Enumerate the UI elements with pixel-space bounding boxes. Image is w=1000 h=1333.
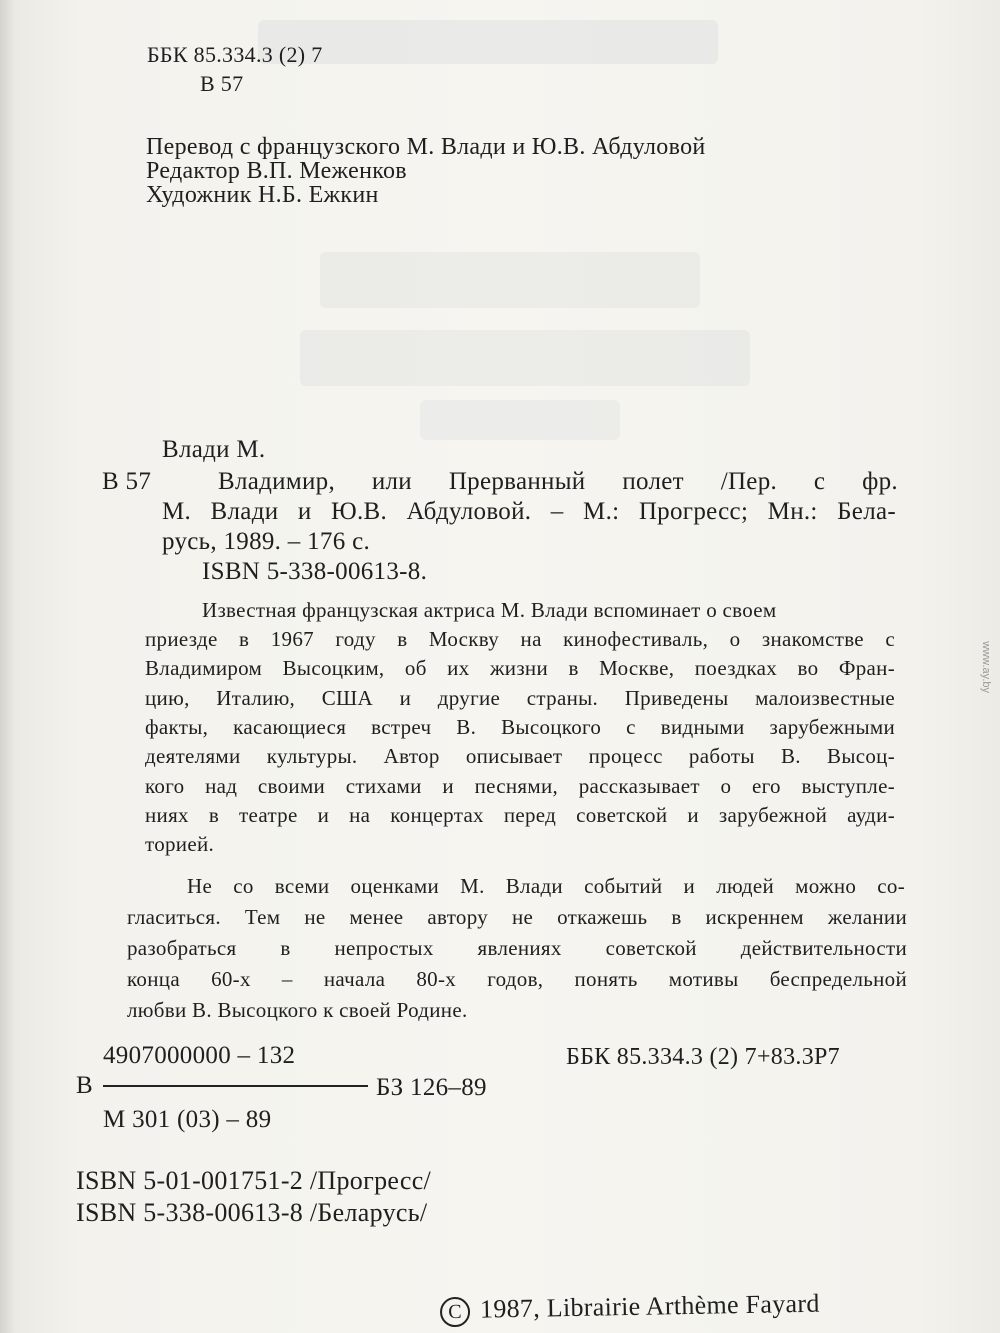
credit-artist: Художник Н.Б. Ежкин	[146, 182, 379, 208]
bib-line-1: Владимир, или Прерванный полет /Пер. с фр.	[218, 468, 898, 495]
annotation-p1-line-9: торией.	[145, 832, 215, 856]
site-watermark: www.ay.by	[980, 641, 992, 693]
annotation-p1-line-6: деятелями культуры. Автор описывает процесс работы В. Высоц-	[145, 744, 895, 768]
annotation-p1-line-4: цию, Италию, США и другие страны. Приведены малоизвестные	[145, 686, 895, 710]
copyright-line	[440, 1289, 820, 1328]
annotation-p2-line-4: конца 60-х – начала 80-х годов, понять мотивы беспредельной	[127, 967, 907, 991]
imprint-numerator: 4907000000 – 132	[103, 1042, 296, 1069]
header-code: В 57	[200, 71, 244, 96]
imprint-bz: БЗ 126–89	[376, 1074, 487, 1101]
annotation-p1-line-7: кого над своими стихами и песнями, рассказывает о его выступле-	[145, 774, 895, 798]
imprint-letter: В	[76, 1072, 93, 1099]
show-through-shape-3	[300, 330, 750, 386]
copyright-symbol: C	[440, 1297, 471, 1328]
isbn-progress: ISBN 5-01-001751-2 /Прогресс/	[76, 1166, 432, 1195]
imprint-fraction-line	[103, 1085, 368, 1087]
annotation-p1-line-2: приезде в 1967 году в Москву на кинофестиваль, о знакомстве с	[145, 627, 895, 651]
credit-editor: Редактор В.П. Меженков	[146, 158, 407, 184]
annotation-p1-line-3: Владимиром Высоцким, об их жизни в Москве, поездках во Фран-	[145, 656, 895, 680]
show-through-shape-1	[258, 20, 718, 64]
page-gutter-shadow	[0, 0, 14, 1333]
annotation-p1-line-1: Известная французская актриса М. Влади вспоминает о своем	[202, 598, 777, 622]
imprint-bbk-full: ББК 85.334.3 (2) 7+83.3Р7	[566, 1044, 840, 1070]
bib-author: Влади М.	[162, 436, 266, 463]
annotation-p2-line-1: Не со всеми оценками М. Влади событий и людей можно со-	[187, 874, 905, 898]
bib-line-3: русь, 1989. – 176 с.	[162, 528, 371, 555]
bib-line-2: М. Влади и Ю.В. Абдуловой. – М.: Прогресс; Мн.: Бела-	[162, 498, 896, 525]
credit-translation: Перевод с французского М. Влади и Ю.В. Абдуловой	[146, 134, 706, 160]
annotation-p2-line-2: гласиться. Тем не менее автору не откажешь в искреннем желании	[127, 905, 907, 929]
bib-isbn: ISBN 5-338-00613-8.	[202, 558, 428, 585]
annotation-p1-line-5: факты, касающиеся встреч В. Высоцкого с видными зарубежными	[145, 715, 895, 739]
header-bbk: ББК 85.334.3 (2) 7	[147, 42, 323, 67]
bib-code: В 57	[102, 468, 152, 495]
copyright-text: 1987, Librairie Arthème Fayard	[479, 1288, 820, 1324]
annotation-p2-line-5: любви В. Высоцкого к своей Родине.	[127, 998, 468, 1022]
show-through-shape-2	[320, 252, 700, 308]
show-through-shape-4	[420, 400, 620, 440]
isbn-belarus: ISBN 5-338-00613-8 /Беларусь/	[76, 1198, 428, 1227]
imprint-denominator: М 301 (03) – 89	[103, 1106, 272, 1133]
annotation-p2-line-3: разобраться в непростых явлениях советской действительности	[127, 936, 907, 960]
annotation-p1-line-8: ниях в театре и на концертах перед советской и зарубежной ауди-	[145, 803, 895, 827]
